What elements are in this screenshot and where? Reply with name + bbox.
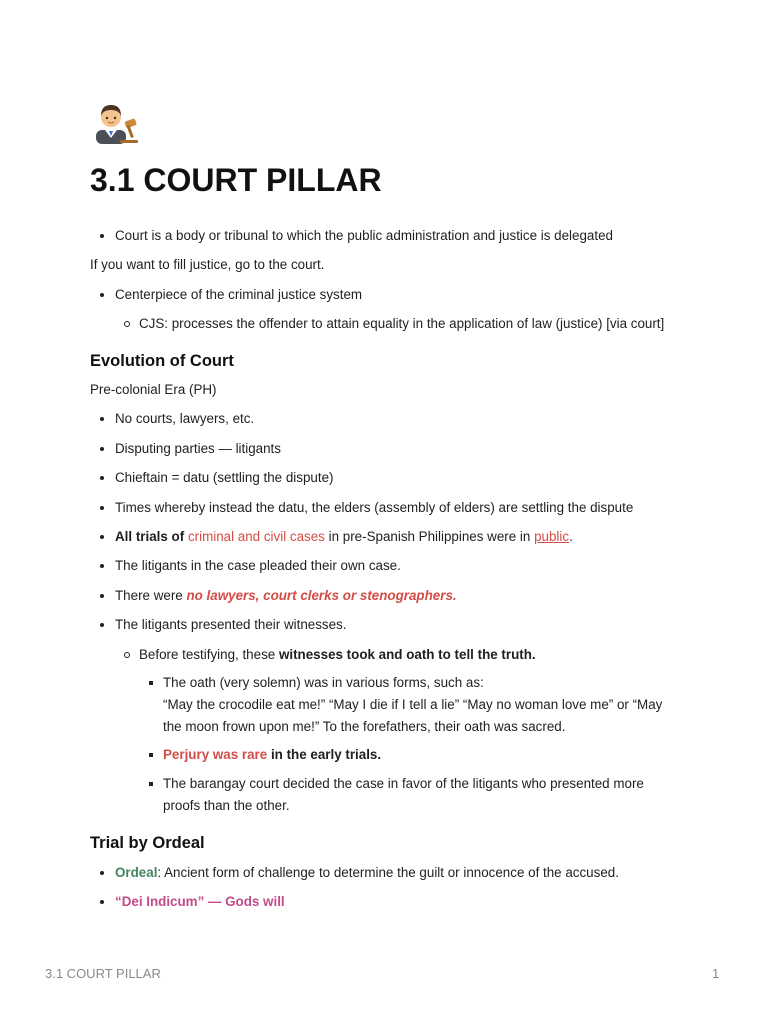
barangay-line-2: proofs than the other. xyxy=(163,798,290,813)
list-item: No courts, lawyers, etc. xyxy=(115,408,254,430)
perjury-bold: in the early trials. xyxy=(270,747,382,762)
section-heading-evolution: Evolution of Court xyxy=(90,352,234,370)
testify-bold: witnesses took and oath to tell the truth. xyxy=(278,647,536,662)
oath-item xyxy=(163,672,662,738)
dei-indicum: “Dei Indicum” — Gods will xyxy=(115,894,285,909)
oath-line-3: the moon frown upon me!” To the forefathers, their oath was sacred. xyxy=(163,719,566,734)
page-title: 3.1 COURT PILLAR xyxy=(90,162,382,198)
ordeal-definition: : Ancient form of challenge to determine the guilt or innocence of the accused. xyxy=(157,865,619,880)
perjury-item xyxy=(163,744,381,766)
list-item: Times whereby instead the datu, the elders (assembly of elders) are settling the dispute xyxy=(115,497,633,519)
perjury-highlight: Perjury was rare xyxy=(163,747,268,762)
trials-end: . xyxy=(569,529,573,544)
list-item: Disputing parties — litigants xyxy=(115,438,281,460)
list-item: Chieftain = datu (settling the dispute) xyxy=(115,467,333,489)
trials-middle: in pre-Spanish Philippines were in xyxy=(328,529,531,544)
trials-lead: All trials of xyxy=(115,529,185,544)
list-item-trials xyxy=(115,526,573,548)
list-item: Court is a body or tribunal to which the public administration and justice is delegated xyxy=(115,225,613,247)
testify-lead: Before testifying, these xyxy=(139,647,276,662)
section-heading-ordeal: Trial by Ordeal xyxy=(90,834,205,852)
paragraph: If you want to fill justice, go to the court. xyxy=(90,257,325,272)
barangay-item xyxy=(163,773,644,817)
barangay-line-1: The barangay court decided the case in favor of the litigants who presented more xyxy=(163,776,644,791)
sub-list-item-testify xyxy=(139,644,536,666)
list-item-lawyers xyxy=(115,585,457,607)
oath-line-1: The oath (very solemn) was in various forms, such as: xyxy=(163,675,484,690)
public-link[interactable]: public xyxy=(534,529,570,544)
list-item: Centerpiece of the criminal justice system xyxy=(115,284,362,306)
lawyers-lead: There were xyxy=(115,588,183,603)
judge-emoji-icon xyxy=(90,100,140,144)
footer-title: 3.1 COURT PILLAR xyxy=(45,966,161,981)
list-item: The litigants presented their witnesses. xyxy=(115,614,346,636)
ordeal-term: Ordeal xyxy=(115,865,158,880)
list-item: The litigants in the case pleaded their own case. xyxy=(115,555,401,577)
era-label: Pre-colonial Era (PH) xyxy=(90,382,217,397)
trials-highlight: criminal and civil cases xyxy=(187,529,325,544)
list-item-ordeal xyxy=(115,862,619,884)
sub-list-item: CJS: processes the offender to attain equality in the application of law (justice) [via court] xyxy=(139,313,664,335)
page-number: 1 xyxy=(712,966,720,981)
lawyers-highlight: no lawyers, court clerks or stenographers. xyxy=(186,588,457,603)
list-item-dei xyxy=(115,891,285,913)
oath-line-2: “May the crocodile eat me!” “May I die if I tell a lie” “May no woman love me” or “May xyxy=(163,697,663,712)
